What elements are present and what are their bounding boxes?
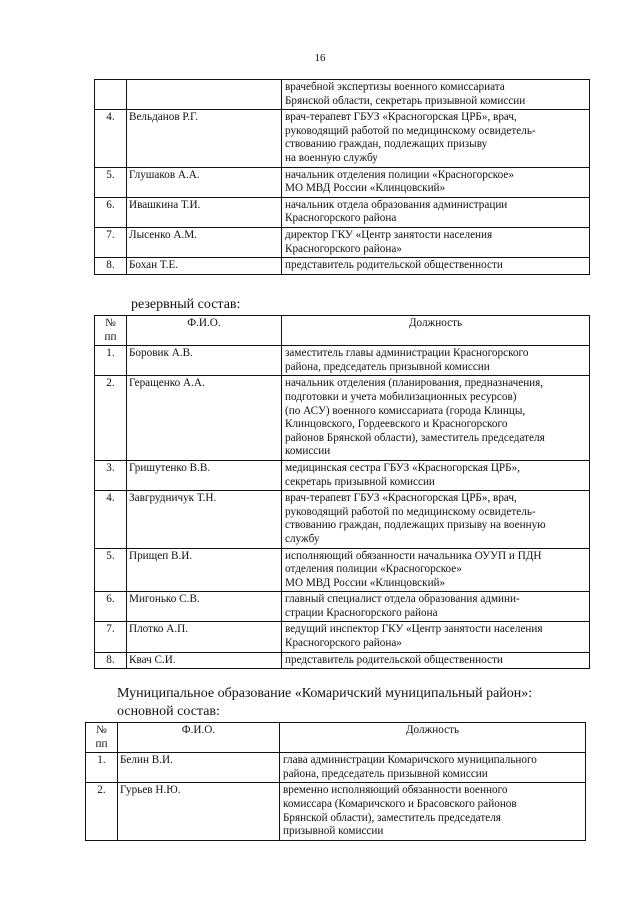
position-line: врачебной экспертизы военного комиссариата	[285, 81, 505, 93]
row-number: 6.	[95, 197, 127, 227]
column-header-name: Ф.И.О.	[118, 723, 280, 753]
table-row	[95, 167, 590, 197]
position-line: (по АСУ) военного комиссариата (города Клинцы,	[285, 404, 526, 417]
member-position	[280, 783, 586, 840]
row-number: 1.	[95, 346, 127, 376]
position-line: ствованию граждан, подлежащих призыву	[285, 138, 488, 151]
position-line: отделения полиции «Красногорское»	[285, 563, 462, 576]
position-line: на военную службу	[285, 151, 378, 164]
position-line: главный специалист отдела образования админи-	[285, 593, 520, 606]
page-number: 16	[314, 52, 326, 64]
member-name: Гришутенко В.В.	[127, 460, 282, 490]
position-line: подготовки и учета мобилизационных ресурсов)	[285, 390, 517, 403]
table-row	[86, 753, 586, 783]
column-header-name: Ф.И.О.	[127, 316, 282, 346]
table-row	[95, 197, 590, 227]
table-row	[95, 110, 590, 167]
reserve-section-label: резервный состав:	[131, 297, 241, 312]
position-line: МО МВД России «Клинцовский»	[285, 182, 446, 195]
member-position	[282, 376, 590, 461]
position-line: представитель родительской общественности	[285, 653, 503, 666]
table-row	[95, 376, 590, 461]
member-position	[282, 197, 590, 227]
row-number: 8.	[95, 258, 127, 275]
member-name: Бохан Т.Е.	[127, 258, 282, 275]
position-line: временно исполняющий обязанности военного	[283, 784, 508, 797]
table-row	[95, 80, 590, 110]
row-number	[95, 80, 127, 110]
table3-body	[86, 753, 586, 841]
member-name: Геращенко А.А.	[127, 376, 282, 461]
main-section-label: основной состав:	[117, 704, 220, 719]
position-line: заместитель главы администрации Красногорского	[285, 347, 529, 360]
table-row	[95, 491, 590, 548]
table-row	[95, 652, 590, 669]
member-position	[282, 548, 590, 592]
member-position	[282, 491, 590, 548]
table-row	[95, 592, 590, 622]
row-number: 3.	[95, 460, 127, 490]
position-line: ствованию граждан, подлежащих призыву на военную	[285, 519, 546, 532]
column-header-number: № пп	[86, 723, 118, 753]
table-row	[95, 622, 590, 652]
position-line: исполняющий обязанности начальника ОУУП и ПДН	[285, 549, 542, 562]
position-line: врач-терапевт ГБУЗ «Красногорская ЦРБ», врач,	[285, 492, 517, 505]
row-number: 1.	[86, 753, 118, 783]
position-line: района, председатель призывной комиссии	[283, 767, 488, 780]
member-position	[282, 592, 590, 622]
position-line: Клинцовского, Гордеевского и Красногорского	[285, 418, 508, 431]
table-row	[95, 227, 590, 257]
table-row	[95, 548, 590, 592]
position-line: секретарь призывной комиссии	[285, 475, 435, 488]
position-line: Брянской области), заместитель председателя	[283, 811, 501, 824]
table2-body	[95, 346, 590, 669]
member-position	[282, 652, 590, 669]
member-name: Прищеп В.И.	[127, 548, 282, 592]
member-name: Ивашкина Т.И.	[127, 197, 282, 227]
position-line: комиссара (Комаричского и Брасовского районов	[283, 797, 517, 810]
position-line: ведущий инспектор ГКУ «Центр занятости населения	[285, 623, 543, 636]
position-line: комиссии	[285, 445, 331, 458]
member-name: Глушаков А.А.	[127, 167, 282, 197]
column-header-number: № пп	[95, 316, 127, 346]
column-header-position: Должность	[280, 723, 586, 753]
member-name: Завгрудничук Т.Н.	[127, 491, 282, 548]
position-line: медицинская сестра ГБУЗ «Красногорская ЦРБ»,	[285, 461, 520, 474]
position-line: начальник отделения (планирования, предназначения,	[285, 377, 544, 390]
komarichi-commission-table	[85, 722, 586, 841]
member-position	[282, 622, 590, 652]
row-number: 6.	[95, 592, 127, 622]
row-number: 8.	[95, 652, 127, 669]
member-position	[282, 167, 590, 197]
member-position	[282, 110, 590, 167]
member-name	[127, 80, 282, 110]
municipality-heading: Муниципальное образование «Комаричский муниципальный район»:	[117, 686, 533, 701]
position-line: страции Красногорского района	[285, 606, 438, 619]
table-row	[95, 460, 590, 490]
row-number: 2.	[95, 376, 127, 461]
position-line: представитель родительской общественности	[285, 259, 503, 272]
table-header-row	[95, 316, 590, 346]
position-line: Брянской области, секретарь призывной комиссии	[285, 94, 526, 107]
row-number: 4.	[95, 110, 127, 167]
position-line: руководящий работой по медицинскому освидетель-	[285, 505, 536, 518]
row-number: 7.	[95, 227, 127, 257]
member-position	[282, 346, 590, 376]
position-line: района, председатель призывной комиссии	[285, 360, 490, 373]
row-number: 7.	[95, 622, 127, 652]
table-row	[86, 783, 586, 840]
position-line: директор ГКУ «Центр занятости населения	[285, 228, 493, 241]
position-line: начальник отдела образования администрации	[285, 198, 508, 211]
reserve-commission-table	[94, 315, 590, 669]
member-name: Белин В.И.	[118, 753, 280, 783]
row-number: 4.	[95, 491, 127, 548]
member-position	[282, 80, 590, 110]
position-line: районов Брянской области), заместитель председателя	[285, 431, 545, 444]
position-line: врач-терапевт ГБУЗ «Красногорская ЦРБ», врач,	[285, 111, 517, 124]
member-name: Боровик А.В.	[127, 346, 282, 376]
member-position	[282, 227, 590, 257]
table-header-row	[86, 723, 586, 753]
table-row	[95, 346, 590, 376]
row-number: 5.	[95, 548, 127, 592]
position-line: МО МВД России «Клинцовский»	[285, 576, 446, 589]
position-line: Красногорского района»	[285, 242, 402, 255]
position-line: руководящий работой по медицинскому освидетель-	[285, 124, 536, 137]
table1-body	[95, 80, 590, 275]
position-line: Красногорского района»	[285, 637, 402, 650]
member-position	[282, 460, 590, 490]
member-name: Лысенко А.М.	[127, 227, 282, 257]
member-name: Гурьев Н.Ю.	[118, 783, 280, 840]
position-line: службу	[285, 532, 320, 545]
member-position	[282, 258, 590, 275]
position-line: Красногорского района	[285, 212, 397, 225]
position-line: призывной комиссии	[283, 825, 384, 838]
member-name: Квач С.И.	[127, 652, 282, 669]
position-line: начальник отделения полиции «Красногорское»	[285, 168, 514, 181]
row-number: 5.	[95, 167, 127, 197]
member-name: Мигонько С.В.	[127, 592, 282, 622]
member-name: Вельданов Р.Г.	[127, 110, 282, 167]
table-row	[95, 258, 590, 275]
row-number: 2.	[86, 783, 118, 840]
column-header-position: Должность	[282, 316, 590, 346]
member-position	[280, 753, 586, 783]
commission-table-continued	[94, 79, 590, 275]
member-name: Плотко А.П.	[127, 622, 282, 652]
position-line: глава администрации Комаричского муниципального	[283, 754, 537, 767]
